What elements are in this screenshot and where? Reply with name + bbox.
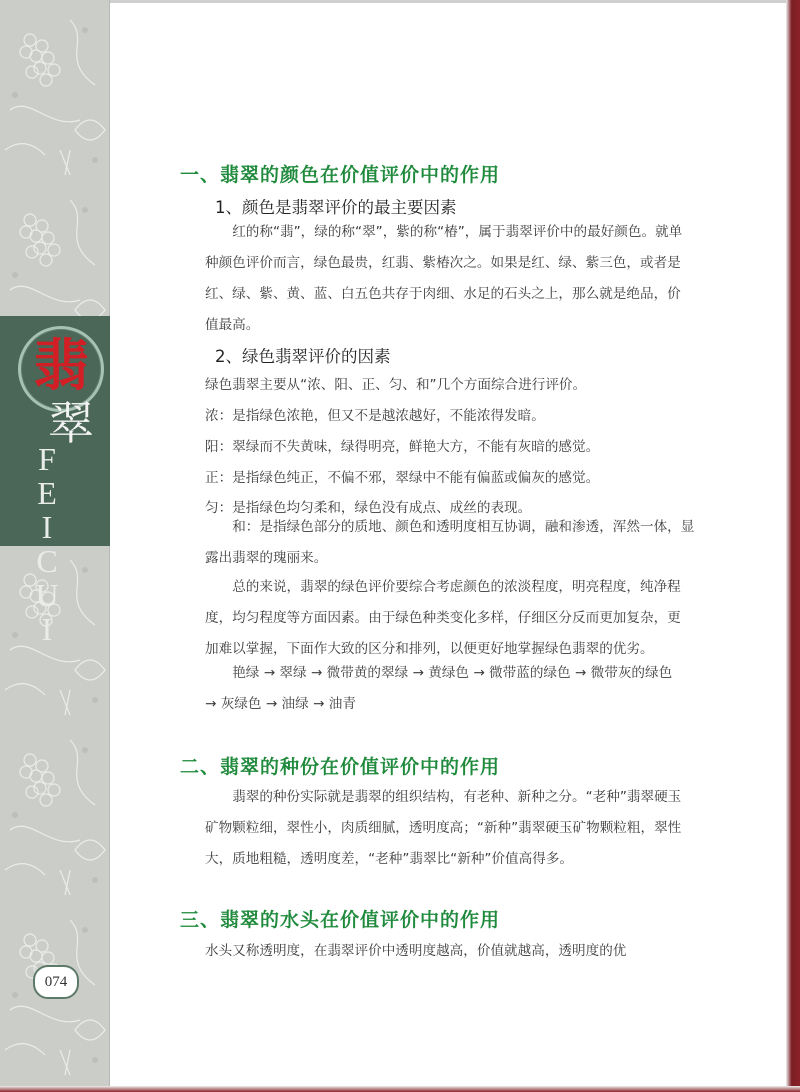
paragraph-green-sequence: 艳绿 → 翠绿 → 微带黄的翠绿 → 黄绿色 → 微带蓝的绿色 → 微带灰的绿色 → 灰绿色 → 油绿 → 油青 <box>205 665 673 712</box>
logo-letter: I <box>41 611 53 647</box>
paragraph-transparency: 水头又称透明度，在翡翠评价中透明度越高，价值就越高，透明度的优 <box>205 943 627 959</box>
subsection-heading-color-main: 1、颜色是翡翠评价的最主要因素 <box>215 198 457 217</box>
list-item: 和：是指绿色部分的质地、颜色和透明度相互协调，融和渗透，浑然一体，显露出翡翠的瑰丽来。 <box>205 519 695 566</box>
logo-letter: E <box>37 475 57 511</box>
paragraph-texture: 翡翠的种份实际就是翡翠的组织结构，有老种、新种之分。“老种”翡翠硬玉矿物颗粒细，翠性小，肉质细腻，透明度高；“新种”翡翠硬玉矿物颗粒粗，翠性大，质地粗糙，透明度差，“老种”翡翠比“新种”价值高得多。 <box>205 789 682 867</box>
logo-letter: U <box>35 577 59 613</box>
list-item: 阳：翠绿而不失黄味，绿得明亮，鲜艳大方，不能有灰暗的感觉。 <box>205 439 600 455</box>
logo-letter: C <box>36 543 58 579</box>
paragraph-green-intro: 绿色翡翠主要从“浓、阳、正、匀、和”几个方面综合进行评价。 <box>205 377 587 393</box>
logo-character-cui: 翠 <box>48 396 94 450</box>
section-heading-transparency: 三、翡翠的水头在价值评价中的作用 <box>180 909 501 931</box>
logo-letter: F <box>38 441 56 477</box>
book-cover-edge <box>786 0 800 1092</box>
page-number: 074 <box>33 965 79 999</box>
section-heading-texture: 二、翡翠的种份在价值评价中的作用 <box>180 756 501 778</box>
page-top-edge <box>0 0 800 3</box>
section-heading-color: 一、翡翠的颜色在价值评价中的作用 <box>180 164 501 186</box>
paragraph-green-summary: 总的来说，翡翠的绿色评价要综合考虑颜色的浓淡程度，明亮程度，纯净程度，均匀程度等方面因素。由于绿色种类变化多样，仔细区分反而更加复杂，更加难以掌握，下面作大致的区分和排列，以便更好地掌握绿色翡翠的优劣。 <box>205 579 681 657</box>
subsection-heading-green-factors: 2、绿色翡翠评价的因素 <box>215 347 391 366</box>
logo-character-fei: 翡 <box>33 333 89 399</box>
logo-band <box>0 316 110 647</box>
list-item: 浓：是指绿色浓艳，但又不是越浓越好，不能浓得发暗。 <box>205 408 545 424</box>
list-item: 正：是指绿色纯正，不偏不邪，翠绿中不能有偏蓝或偏灰的感觉。 <box>205 470 600 486</box>
logo-letter: I <box>41 509 53 545</box>
book-bottom-edge <box>0 1086 800 1092</box>
decorative-sidebar <box>0 0 110 1092</box>
logo-latin-text <box>30 442 64 646</box>
paragraph-color-main: 红的称“翡”，绿的称“翠”，紫的称“椿”，属于翡翠评价中的最好颜色。就单种颜色评价而言，绿色最贵，红翡、紫椿次之。如果是红、绿、紫三色，或者是红、绿、紫、黄、蓝、白五色共存于肉细、水足的石头之上，那么就是绝品，价值最高。 <box>205 224 683 333</box>
list-item: 匀：是指绿色均匀柔和，绿色没有成点、成丝的表现。 <box>205 500 532 516</box>
